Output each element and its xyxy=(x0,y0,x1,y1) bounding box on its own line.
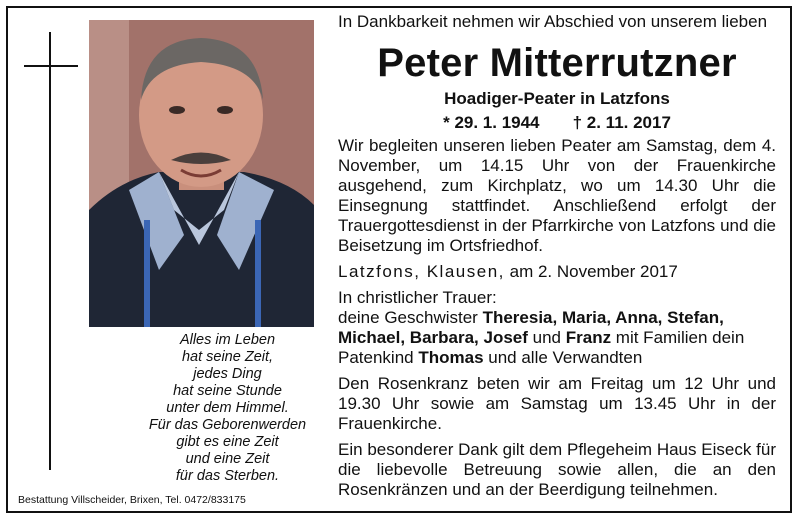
poem-line: gibt es eine Zeit xyxy=(176,434,279,450)
date: am 2. November 2017 xyxy=(509,262,678,281)
death-date xyxy=(573,112,671,134)
mourners-intro: In christlicher Trauer: xyxy=(338,288,497,307)
funeral-info: Wir begleiten unseren lieben Peater am Samstag, dem 4. November, um 14.15 Uhr von der Frauenkirche ausgehend, zum Kirchplatz, wo um 14.30 Uhr die Einsegnung stattfindet. Anschließend erfolgt der Trauergottesdienst in der Pfarrkirche von Latzfons und die Beisetzung im Ortsfriedhof. xyxy=(338,136,776,255)
poem-line: unter dem Himmel. xyxy=(166,400,289,416)
sibling-name-franz: Franz xyxy=(565,328,612,347)
birth-date-value: 29. 1. 1944 xyxy=(454,113,540,132)
intro-text: In Dankbarkeit nehmen wir Abschied von unserem lieben xyxy=(338,12,768,31)
mourners-text: und alle Verwandten xyxy=(483,348,643,367)
notice-text-column xyxy=(338,12,776,500)
portrait-photo xyxy=(89,20,314,327)
portrait-illustration xyxy=(89,20,314,327)
place: Latzfons, Klausen, xyxy=(338,262,505,281)
birth-date xyxy=(443,112,539,134)
mourners-text: mit Familien dein Patenkind xyxy=(338,328,745,367)
poem-line: und eine Zeit xyxy=(185,451,270,467)
poem-line: hat seine Zeit, xyxy=(181,349,274,365)
godchild-name: Thomas xyxy=(418,348,484,367)
cross-vertical-bar xyxy=(49,32,51,470)
death-cross-symbol: † xyxy=(572,113,583,132)
poem-line: Alles im Leben xyxy=(179,332,276,348)
deceased-nickname: Hoadiger-Peater in Latzfons xyxy=(444,89,670,108)
mourners xyxy=(338,288,776,368)
thanks-text: Ein besonderer Dank gilt dem Pflegeheim Haus Eiseck für die liebevolle Betreuung sowie allen, die an den Rosenkränzen und an der Beerdigung teilnehmen. xyxy=(338,440,776,499)
funeral-home-credit: Bestattung Villscheider, Brixen, Tel. 0472/833175 xyxy=(18,494,246,506)
rosary-info: Den Rosenkranz beten wir am Freitag um 12 Uhr und 19.30 Uhr sowie am Samstag um 13.45 Uhr in der Frauenkirche. xyxy=(338,374,776,433)
death-date-value: 2. 11. 2017 xyxy=(586,113,671,132)
deceased-name: Peter Mitterrutzner xyxy=(377,41,737,85)
mourners-text: deine Geschwister xyxy=(338,308,483,327)
life-dates xyxy=(338,112,776,134)
place-and-date xyxy=(338,262,776,282)
poem-line: jedes Ding xyxy=(193,366,262,382)
poem xyxy=(140,332,315,485)
mourners-text: und xyxy=(527,328,566,347)
mourners-list xyxy=(338,308,776,368)
poem-line: für das Sterben. xyxy=(175,468,280,484)
sibling-names: Theresia, Maria, Anna, Stefan, Michael, Barbara, Josef xyxy=(338,308,724,347)
poem-line: Für das Geborenwerden xyxy=(148,417,307,433)
poem-line: hat seine Stunde xyxy=(173,383,282,399)
cross-horizontal-bar xyxy=(24,65,78,67)
birth-symbol: * xyxy=(443,113,450,132)
